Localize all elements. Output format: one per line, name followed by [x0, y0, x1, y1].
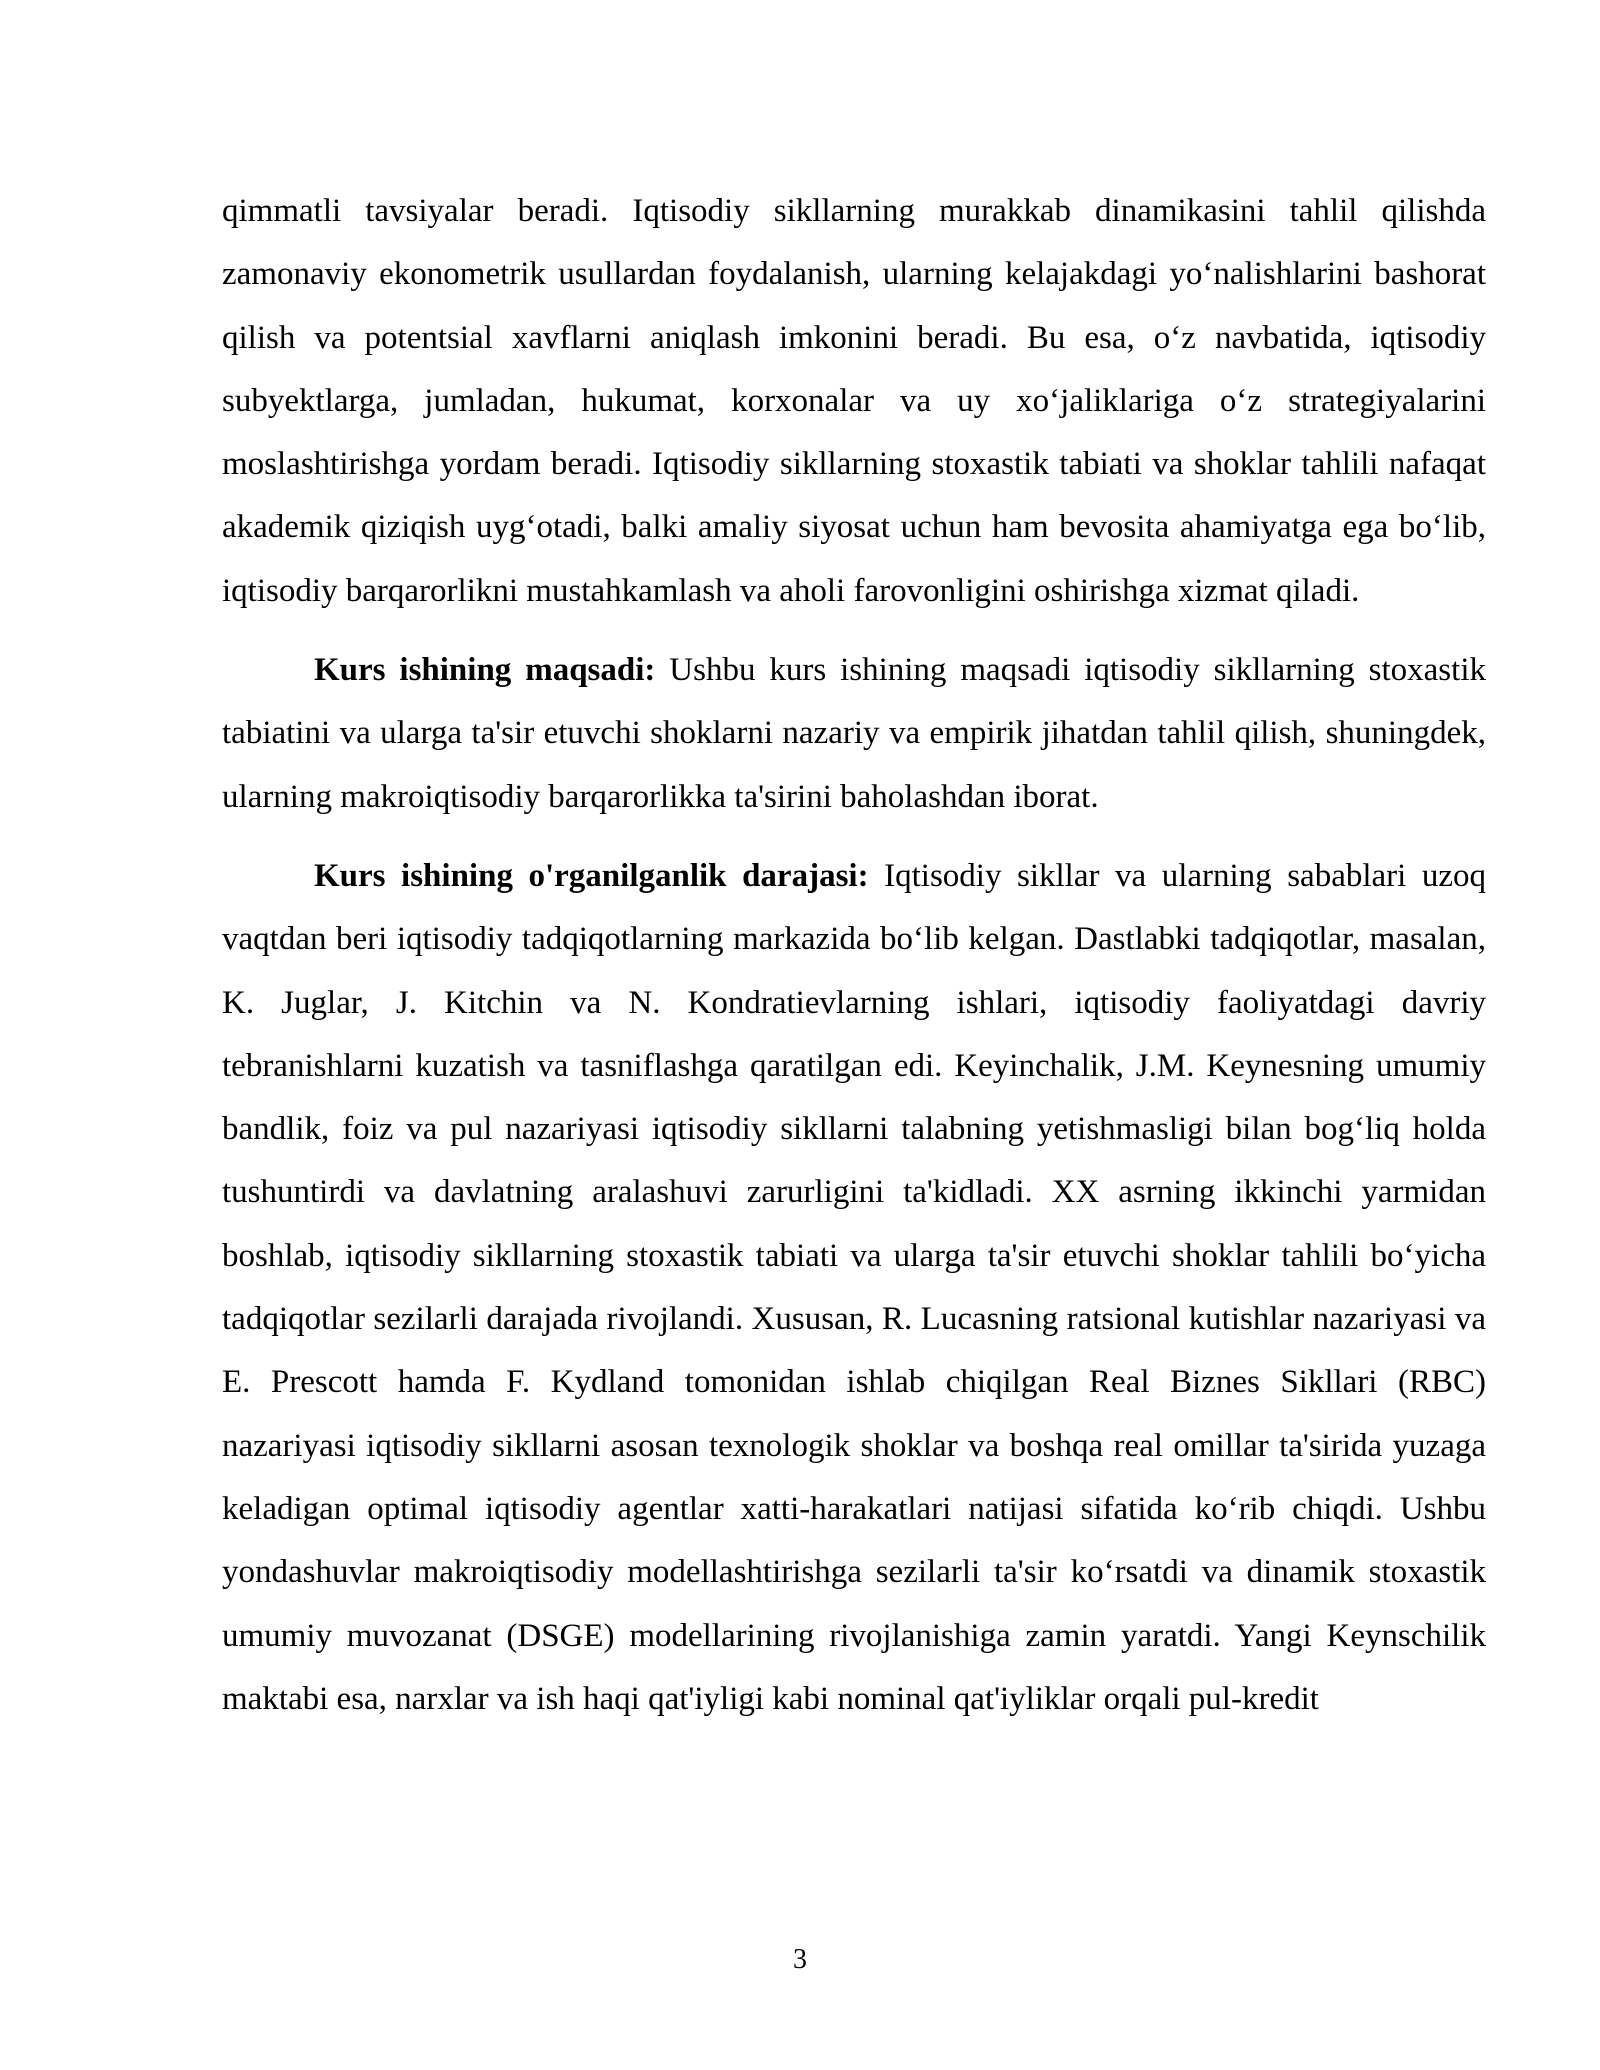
paragraph-heading: Kurs ishining maqsadi: — [314, 652, 656, 689]
paragraph-research-level — [222, 845, 1486, 1731]
paragraph-text: Ushbu kurs ishining maqsadi iqtisodiy sikllarning stoxastik tabiatini va ularga ta'sir etuvchi shoklarni nazariy va empirik jihatdan tahlil qilish, shuningdek, ularning makroiqtisodiy barqarorlikka ta'sirini baholashdan iborat. — [222, 652, 1486, 815]
paragraph-text: Iqtisodiy sikllar va ularning sabablari uzoq vaqtdan beri iqtisodiy tadqiqotlarning markazida bo‘lib kelgan. Dastlabki tadqiqotlar, masalan, K. Juglar, J. Kitchin va N. Kondratievlarning ishlari, iqtisodiy faoliyatdagi davriy tebranishlarni kuzatish va tasniflashga qaratilgan edi. Keyinchalik, J.M. Keynesning umumiy bandlik, foiz va pul nazariyasi iqtisodiy sikllarni talabning yetishmasligi bilan bog‘liq holda tushuntirdi va davlatning aralashuvi zarurligini ta'kidladi. XX asrning ikkinchi yarmidan boshlab, iqtisodiy sikllarning stoxastik tabiati va ularga ta'sir etuvchi shoklar tahlili bo‘yicha tadqiqotlar sezilarli darajada rivojlandi. Xususan, R. Lucasning ratsional kutishlar nazariyasi va E. Prescott hamda F. Kydland tomonidan ishlab chiqilgan Real Biznes Sikllari (RBC) nazariyasi iqtisodiy sikllarni asosan texnologik shoklar va boshqa real omillar ta'sirida yuzaga keladigan optimal iqtisodiy agentlar xatti-harakatlari natijasi sifatida ko‘rib chiqdi. Ushbu yondashuvlar makroiqtisodiy modellashtirishga sezilarli ta'sir ko‘rsatdi va dinamik stoxastik umumiy muvozanat (DSGE) modellarining rivojlanishiga zamin yaratdi. Yangi Keynschilik maktabi esa, narxlar va ish haqi qat'iyligi kabi nominal qat'iyliklar orqali pul-kredit — [222, 857, 1486, 1717]
paragraph-heading: Kurs ishining o'rganilganlik darajasi: — [314, 857, 869, 894]
paragraph-text: qimmatli tavsiyalar beradi. Iqtisodiy sikllarning murakkab dinamikasini tahlil qilishda zamonaviy ekonometrik usullardan foydalanish, ularning kelajakdagi yo‘nalishlarini bashorat qilish va potentsial xavflarni aniqlash imkonini beradi. Bu esa, o‘z navbatida, iqtisodiy subyektlarga, jumladan, hukumat, korxonalar va uy xo‘jaliklariga o‘z strategiyalarini moslashtirishga yordam beradi. Iqtisodiy sikllarning stoxastik tabiati va shoklar tahlili nafaqat akademik qiziqish uyg‘otadi, balki amaliy siyosat uchun ham bevosita ahamiyatga ega bo‘lib, iqtisodiy barqarorlikni mustahkamlash va aholi farovonligini oshirishga xizmat qiladi. — [222, 193, 1486, 609]
paragraph-recommendations — [222, 180, 1486, 623]
paragraph-course-goal — [222, 639, 1486, 829]
body-text — [222, 180, 1486, 1731]
page-number: 3 — [793, 1944, 807, 1975]
